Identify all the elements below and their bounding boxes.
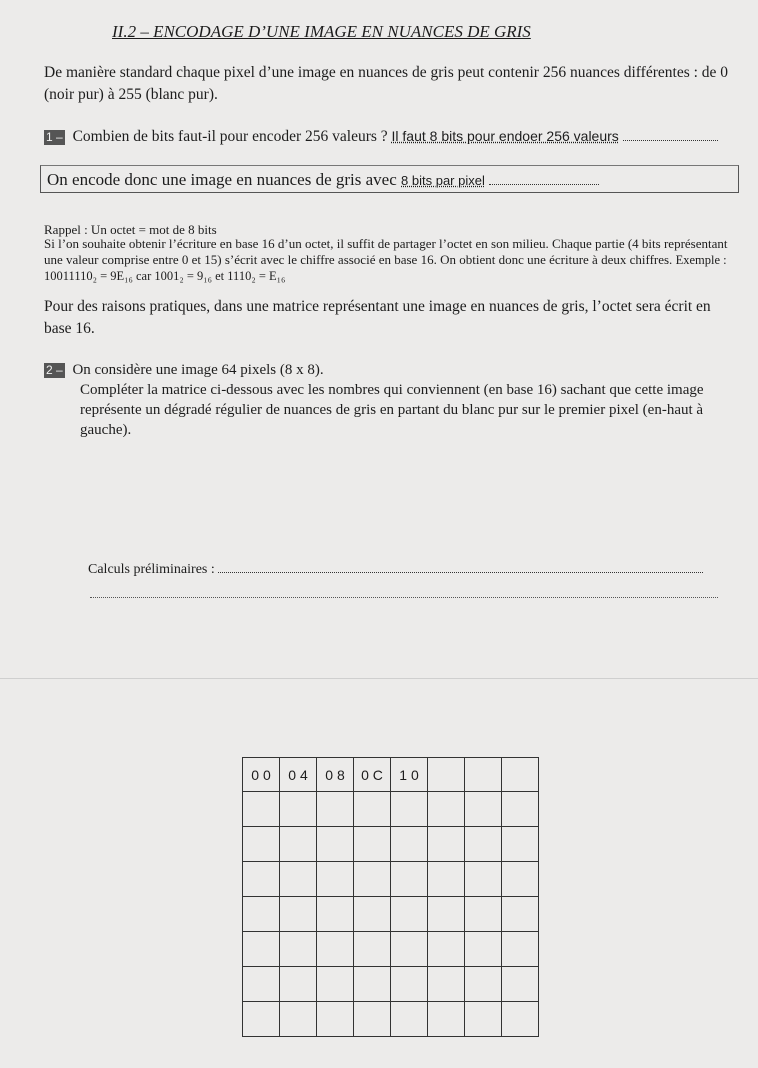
matrix-cell[interactable]	[354, 827, 391, 862]
matrix-cell[interactable]	[317, 827, 354, 862]
matrix-cell[interactable]	[502, 862, 539, 897]
calc-dotted-line[interactable]	[218, 560, 703, 573]
example-formula: 10011110₂ = 9E₁₆ car 1001₂ = 9₁₆ et 1110₂ = E₁₆	[44, 269, 286, 283]
matrix-cell[interactable]	[502, 897, 539, 932]
question-number: 1 –	[46, 130, 63, 144]
matrix-cell[interactable]	[317, 967, 354, 1002]
matrix-cell[interactable]	[502, 792, 539, 827]
matrix-cell[interactable]	[391, 932, 428, 967]
example-label: Exemple :	[675, 253, 727, 267]
matrix-cell[interactable]	[317, 1002, 354, 1037]
matrix-cell[interactable]	[465, 967, 502, 1002]
matrix-cell[interactable]	[465, 1002, 502, 1037]
matrix-cell[interactable]	[465, 827, 502, 862]
matrix-cell[interactable]	[354, 862, 391, 897]
question-number: 2 –	[46, 363, 63, 377]
rappel-title: Rappel : Un octet = mot de 8 bits	[44, 222, 217, 237]
matrix-cell[interactable]	[391, 792, 428, 827]
question-1	[44, 128, 718, 146]
matrix-cell[interactable]	[428, 827, 465, 862]
matrix-cell[interactable]: 0 C	[354, 758, 391, 792]
summary-text: On encode donc une image en nuances de gris avec	[47, 170, 397, 189]
rappel-text: Si l’on souhaite obtenir l’écriture en base 16 d’un octet, il suffit de partager l’octet en son milieu. Chaque partie (4 bits représentant une valeur comprise entre 0 et 15) s’écrit avec le chiffre associé en base 16. On obtient donc une écriture à deux chiffres.	[44, 236, 728, 267]
calc-prelim	[88, 560, 703, 578]
matrix-cell[interactable]	[243, 862, 280, 897]
question-2-body: Compléter la matrice ci-dessous avec les nombres qui conviennent (en base 16) sachant que cette image représente un dégradé régulier de nuances de gris en partant du blanc pur sur le premier pixel (en-haut à gauche).	[80, 382, 704, 438]
calc-second-line[interactable]	[90, 597, 718, 598]
matrix-cell[interactable]	[391, 862, 428, 897]
section-title: II.2 – ENCODAGE D’UNE IMAGE EN NUANCES DE GRIS	[112, 22, 531, 41]
matrix-cell[interactable]	[243, 827, 280, 862]
question-1-answer[interactable]: Il faut 8 bits pour endoer 256 valeurs	[391, 128, 619, 144]
matrix-cell[interactable]	[280, 897, 317, 932]
question-1-text: Combien de bits faut-il pour encoder 256 valeurs ?	[72, 128, 388, 145]
matrix-cell[interactable]	[354, 897, 391, 932]
matrix-cell[interactable]	[502, 967, 539, 1002]
summary-dotted-line	[489, 172, 599, 185]
matrix-cell[interactable]	[354, 792, 391, 827]
matrix-cell[interactable]	[428, 967, 465, 1002]
matrix-row	[243, 792, 539, 827]
matrix-cell[interactable]	[354, 932, 391, 967]
matrix-cell[interactable]	[465, 862, 502, 897]
matrix-cell[interactable]	[465, 792, 502, 827]
matrix-cell[interactable]	[243, 967, 280, 1002]
matrix-cell[interactable]: 0 0	[243, 758, 280, 792]
summary-answer[interactable]: 8 bits par pixel	[401, 173, 485, 188]
matrix-cell[interactable]	[465, 758, 502, 792]
matrix-cell[interactable]	[243, 1002, 280, 1037]
matrix-cell[interactable]	[280, 932, 317, 967]
matrix-row	[243, 758, 539, 792]
matrix-cell[interactable]	[280, 827, 317, 862]
question-2-heading	[44, 362, 324, 379]
matrix-cell[interactable]	[465, 932, 502, 967]
matrix-cell[interactable]	[428, 897, 465, 932]
matrix-cell[interactable]	[317, 897, 354, 932]
calc-label: Calculs préliminaires :	[88, 562, 215, 577]
matrix-cell[interactable]	[428, 932, 465, 967]
matrix-cell[interactable]: 0 4	[280, 758, 317, 792]
pixel-matrix	[242, 757, 539, 1037]
paragraph-base16: Pour des raisons pratiques, dans une matrice représentant une image en nuances de gris, l’octet sera écrit en base 16.	[44, 298, 711, 337]
matrix-cell[interactable]	[354, 967, 391, 1002]
matrix-cell[interactable]: 0 8	[317, 758, 354, 792]
matrix-cell[interactable]	[243, 932, 280, 967]
matrix-cell[interactable]	[280, 1002, 317, 1037]
matrix-cell[interactable]: 1 0	[391, 758, 428, 792]
matrix-cell[interactable]	[280, 862, 317, 897]
matrix-cell[interactable]	[391, 897, 428, 932]
matrix-cell[interactable]	[317, 862, 354, 897]
matrix-cell[interactable]	[243, 897, 280, 932]
rappel-body	[44, 236, 734, 284]
answer-dotted-line	[623, 128, 718, 141]
matrix-row	[243, 862, 539, 897]
matrix-cell[interactable]	[280, 792, 317, 827]
matrix-cell[interactable]	[428, 758, 465, 792]
matrix-cell[interactable]	[428, 862, 465, 897]
matrix-cell[interactable]	[354, 1002, 391, 1037]
matrix-cell[interactable]	[391, 967, 428, 1002]
matrix-cell[interactable]	[428, 1002, 465, 1037]
matrix-row	[243, 827, 539, 862]
matrix-cell[interactable]	[317, 932, 354, 967]
matrix-cell[interactable]	[502, 827, 539, 862]
matrix-row	[243, 1002, 539, 1037]
question-2-text: On considère une image 64 pixels (8 x 8).	[72, 362, 324, 378]
matrix-cell[interactable]	[465, 897, 502, 932]
matrix-cell[interactable]	[243, 792, 280, 827]
matrix-row	[243, 967, 539, 1002]
matrix-cell[interactable]	[317, 792, 354, 827]
matrix-cell[interactable]	[280, 967, 317, 1002]
matrix-cell[interactable]	[428, 792, 465, 827]
matrix-cell[interactable]	[502, 932, 539, 967]
matrix-cell[interactable]	[391, 1002, 428, 1037]
matrix-cell[interactable]	[391, 827, 428, 862]
matrix-cell[interactable]	[502, 758, 539, 792]
matrix-row	[243, 932, 539, 967]
page-separator	[0, 678, 758, 679]
matrix-cell[interactable]	[502, 1002, 539, 1037]
intro-paragraph: De manière standard chaque pixel d’une image en nuances de gris peut contenir 256 nuances différentes : de 0 (noir pur) à 255 (blanc pur).	[44, 64, 729, 103]
summary-box-text	[47, 170, 599, 190]
matrix-row	[243, 897, 539, 932]
